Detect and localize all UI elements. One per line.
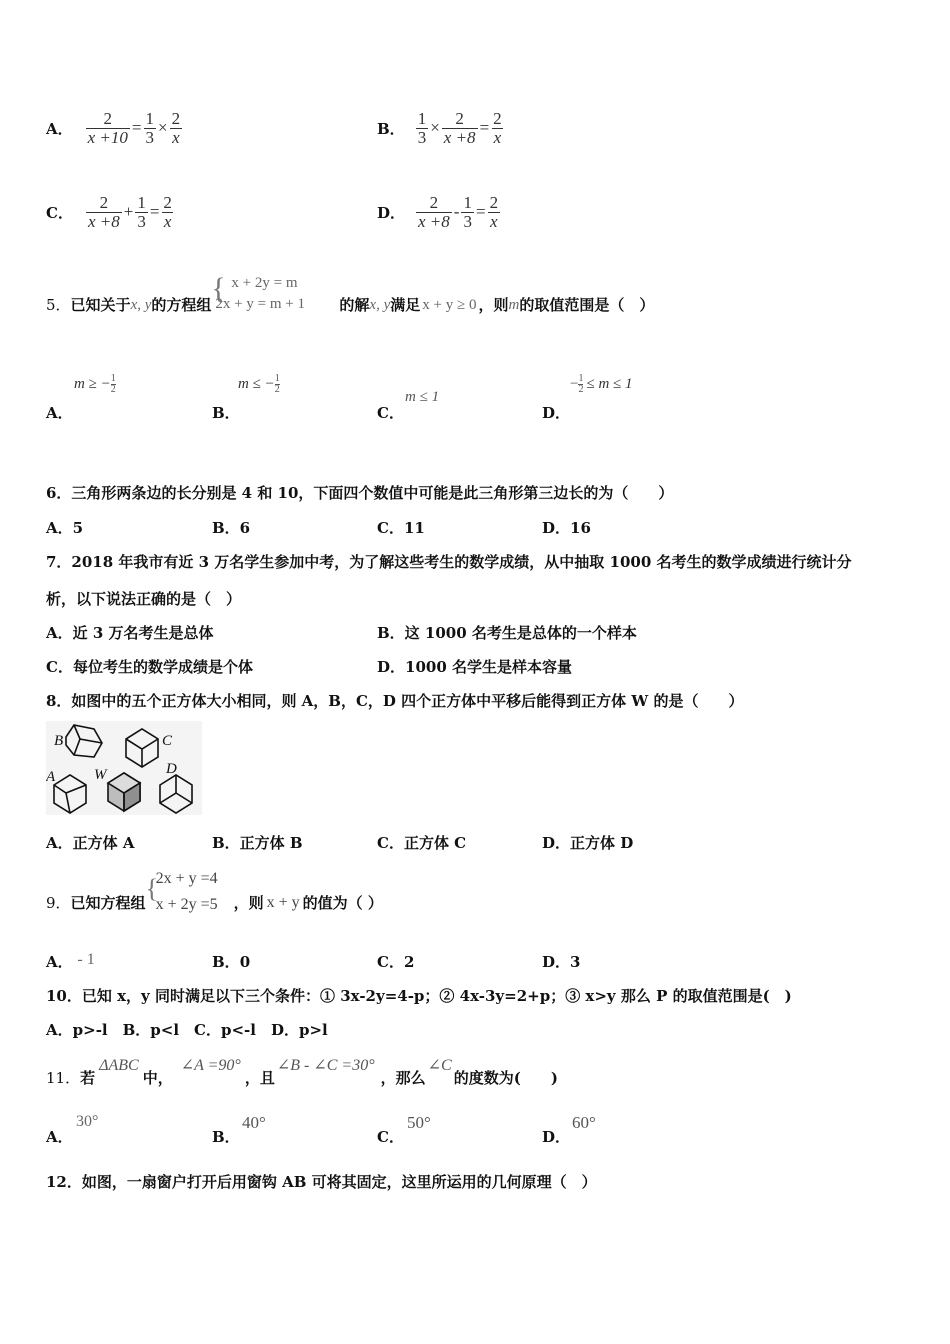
equation <box>85 194 175 231</box>
cube-label-w: W <box>94 767 107 783</box>
inequality: ≤ m ≤ 1 <box>586 376 633 392</box>
option-label: D． <box>542 953 571 971</box>
cube-c <box>126 729 158 767</box>
fraction-numerator: 1 <box>463 192 472 212</box>
option-label: D． <box>542 404 571 422</box>
q6-option-d[interactable]: D．16 <box>542 519 591 537</box>
cube-w <box>108 773 140 811</box>
q9-equation-system <box>145 870 234 913</box>
q7-option-c[interactable]: C．每位考生的数学成绩是个体 <box>46 658 253 676</box>
fraction-denominator: x +10 <box>87 127 128 147</box>
q5-text-1: 已知关于 <box>70 296 131 314</box>
option-label: D． <box>542 1128 571 1146</box>
q11-triangle: ΔABC <box>99 1057 139 1074</box>
q11-option-d[interactable] <box>542 1112 662 1148</box>
fraction <box>275 374 280 395</box>
fraction-numerator: 2 <box>455 108 464 128</box>
q5-stem <box>46 272 655 315</box>
fraction-denominator: 2 <box>578 384 584 395</box>
q11-text-2: 中， <box>142 1069 173 1087</box>
q5-option-b[interactable] <box>212 372 342 420</box>
option-label: C． <box>377 404 404 422</box>
q8-option-b[interactable]: B．正方体 B <box>212 834 303 852</box>
q5-text-3: 的解 <box>339 296 370 314</box>
q5-equation-1: x + 2y = m <box>231 275 298 291</box>
operator: × <box>430 118 440 137</box>
option-label: B． <box>212 1128 240 1146</box>
q4-option-b[interactable] <box>377 102 505 154</box>
operator: + <box>123 202 134 221</box>
q5-option-a-value <box>74 374 116 395</box>
q4-option-a[interactable] <box>46 102 183 154</box>
fraction-denominator: 3 <box>137 211 146 231</box>
option-value: 30° <box>76 1113 99 1130</box>
q5-condition: x + y ≥ 0 <box>422 297 477 313</box>
q11-option-b[interactable] <box>212 1112 332 1148</box>
brace-icon: { <box>145 874 159 903</box>
q7-option-b[interactable]: B．这 1000 名考生是总体的一个样本 <box>377 624 637 642</box>
fraction-numerator: 1 <box>145 108 155 128</box>
q12-stem: 12．如图，一扇窗户打开后用窗钩 AB 可将其固定，这里所运用的几何原理（ ） <box>46 1173 597 1191</box>
equation <box>415 194 501 231</box>
inequality: m ≤ − <box>238 376 275 392</box>
fraction-numerator: 2 <box>163 192 172 212</box>
option-label: A． <box>46 1128 73 1146</box>
q5-option-a[interactable] <box>46 372 176 420</box>
q9-text-3: 的值为（ ） <box>302 894 383 912</box>
question-number: 5． <box>46 296 71 314</box>
option-value: 2 <box>403 953 415 971</box>
option-label: A． <box>46 953 73 971</box>
q7-option-a[interactable]: A．近 3 万名考生是总体 <box>46 624 214 642</box>
q5-option-b-value <box>238 374 280 395</box>
q7-stem-line-2: 析，以下说法正确的是（ ） <box>46 590 242 608</box>
q5-equation-system <box>211 272 339 315</box>
q8-stem: 8．如图中的五个正方体大小相同，则 A，B，C，D 四个正方体中平移后能得到正方体 W 的是（ ） <box>46 692 744 710</box>
operator: = <box>131 118 142 137</box>
q11-option-a[interactable] <box>46 1112 166 1148</box>
fraction-numerator: 1 <box>578 373 584 384</box>
q5-option-c-value: m ≤ 1 <box>405 389 440 405</box>
q5-vars: x, y <box>130 297 152 313</box>
fraction-numerator: 2 <box>171 108 181 128</box>
q11-angle-c: ∠C <box>427 1057 452 1074</box>
q5-vars-2: x, y <box>369 297 391 313</box>
q7-option-d[interactable]: D．1000 名学生是样本容量 <box>377 658 572 676</box>
option-label: D． <box>377 203 406 222</box>
cube-a <box>54 775 86 813</box>
option-value: - 1 <box>77 951 95 968</box>
fraction-denominator: 3 <box>145 127 155 147</box>
equation <box>415 110 505 147</box>
option-label: C． <box>377 1128 404 1146</box>
q9-stem <box>46 870 383 913</box>
option-value: 50° <box>407 1113 431 1132</box>
operator: = <box>479 118 490 137</box>
cube-label-d: D <box>166 761 177 777</box>
operator: = <box>149 202 160 221</box>
question-number: 11． <box>46 1069 81 1087</box>
question-number: 9． <box>46 894 71 912</box>
fraction-numerator: 2 <box>103 108 113 128</box>
q7-stem-line-1: 7．2018 年我市有近 3 万名学生参加中考，为了解这些考生的数学成绩，从中抽取 1000 名考生的数学成绩进行统计分 <box>46 553 852 571</box>
fraction-denominator: x <box>172 127 180 147</box>
q9-option-c[interactable] <box>377 952 414 972</box>
q9-option-b[interactable] <box>212 952 250 972</box>
q10-stem: 10．已知 x，y 同时满足以下三个条件：① 3x-2y=4-p；② 4x-3y=2+p；③ x>y 那么 P 的取值范围是( ) <box>46 987 792 1005</box>
option-label: C． <box>377 953 404 971</box>
q6-option-a[interactable]: A．5 <box>46 519 84 537</box>
q5-option-d[interactable] <box>542 372 692 420</box>
inequality: m ≥ − <box>74 376 111 392</box>
q11-text-1: 若 <box>80 1069 96 1087</box>
q11-angle-b-minus-c: ∠B - ∠C =30° <box>276 1057 375 1074</box>
q11-option-c[interactable] <box>377 1112 497 1148</box>
fraction-numerator: 1 <box>274 373 280 384</box>
fraction-numerator: 1 <box>417 108 427 128</box>
fraction-denominator: x +8 <box>87 211 120 231</box>
fraction-numerator: 2 <box>429 192 439 212</box>
option-value: 0 <box>239 953 251 971</box>
q4-option-d[interactable] <box>377 186 501 238</box>
q9-option-d[interactable] <box>542 952 580 972</box>
fraction <box>578 374 583 395</box>
cube-label-a: A <box>46 769 56 785</box>
minus-sign: − <box>570 376 579 392</box>
fraction-numerator: 2 <box>493 108 502 128</box>
q5-equation-2: 2x + y = m + 1 <box>215 296 305 312</box>
q11-text-5: 的度数为( ) <box>453 1069 558 1087</box>
fraction-numerator: 1 <box>137 192 146 212</box>
q8-option-a[interactable]: A．正方体 A <box>46 834 135 852</box>
cube-d <box>160 775 192 813</box>
q5-text-2: 的方程组 <box>151 296 212 314</box>
q5-text-6: 的取值范围是（ ） <box>519 296 655 314</box>
q9-text-2: ，则 <box>233 894 264 912</box>
operator: × <box>158 118 168 137</box>
fraction-denominator: x <box>490 211 498 231</box>
fraction-denominator: x +8 <box>443 127 476 147</box>
fraction-numerator: 1 <box>110 373 116 384</box>
q9-option-a[interactable] <box>46 952 95 973</box>
q5-text-4: 满足 <box>390 296 421 314</box>
fraction-denominator: 2 <box>110 384 116 395</box>
option-value: 3 <box>570 953 581 971</box>
q9-expression: x + y <box>266 894 300 911</box>
brace-icon: { <box>211 272 226 305</box>
cube-label-c: C <box>162 733 173 749</box>
option-value: 40° <box>242 1113 266 1132</box>
q8-option-c[interactable]: C．正方体 C <box>377 834 467 852</box>
q9-equation-2: x + 2y =5 <box>155 896 218 913</box>
operator: - <box>453 202 460 221</box>
q11-stem <box>46 1057 558 1088</box>
cube-b <box>66 725 102 757</box>
option-label: A． <box>46 404 73 422</box>
equation <box>85 110 183 147</box>
option-value: 60° <box>572 1113 596 1132</box>
fraction <box>111 374 116 395</box>
fraction-denominator: x <box>163 211 172 231</box>
q11-angle-a: ∠A =90° <box>180 1057 241 1074</box>
cube-label-b: B <box>54 733 64 749</box>
option-label: B． <box>212 404 240 422</box>
q11-text-4: ，那么 <box>380 1069 426 1087</box>
q5-text-5: ，则 <box>478 296 509 314</box>
q5-option-c[interactable] <box>377 372 507 420</box>
option-label: A． <box>46 119 73 138</box>
fraction-numerator: 2 <box>99 192 109 212</box>
q8-option-d[interactable]: D．正方体 D <box>542 834 634 852</box>
q6-option-b[interactable]: B．6 <box>212 519 251 537</box>
fraction-denominator: 2 <box>274 384 280 395</box>
fraction-denominator: 3 <box>417 127 427 147</box>
q9-equation-1: 2x + y =4 <box>155 870 218 887</box>
cubes-figure <box>46 721 202 815</box>
q10-options[interactable]: A．p>-l B．p<l C．p<-l D．p>l <box>46 1021 328 1039</box>
option-label: C． <box>46 203 73 222</box>
fraction-numerator: 2 <box>489 192 499 212</box>
operator: = <box>475 202 486 221</box>
option-label: B． <box>377 119 405 138</box>
cubes-figure-drawing <box>46 721 202 815</box>
q9-text-1: 已知方程组 <box>70 894 146 912</box>
q6-option-c[interactable]: C．11 <box>377 519 425 537</box>
fraction-denominator: x <box>493 127 502 147</box>
q5-option-d-value <box>570 374 633 395</box>
fraction-denominator: x +8 <box>418 211 450 231</box>
q11-text-3: ，且 <box>244 1069 275 1087</box>
q4-option-c[interactable] <box>46 186 175 238</box>
option-label: B． <box>212 953 240 971</box>
q5-m: m <box>508 297 520 313</box>
q6-stem: 6．三角形两条边的长分别是 4 和 10，下面四个数值中可能是此三角形第三边长的为（ ） <box>46 484 674 502</box>
fraction-denominator: 3 <box>463 211 472 231</box>
